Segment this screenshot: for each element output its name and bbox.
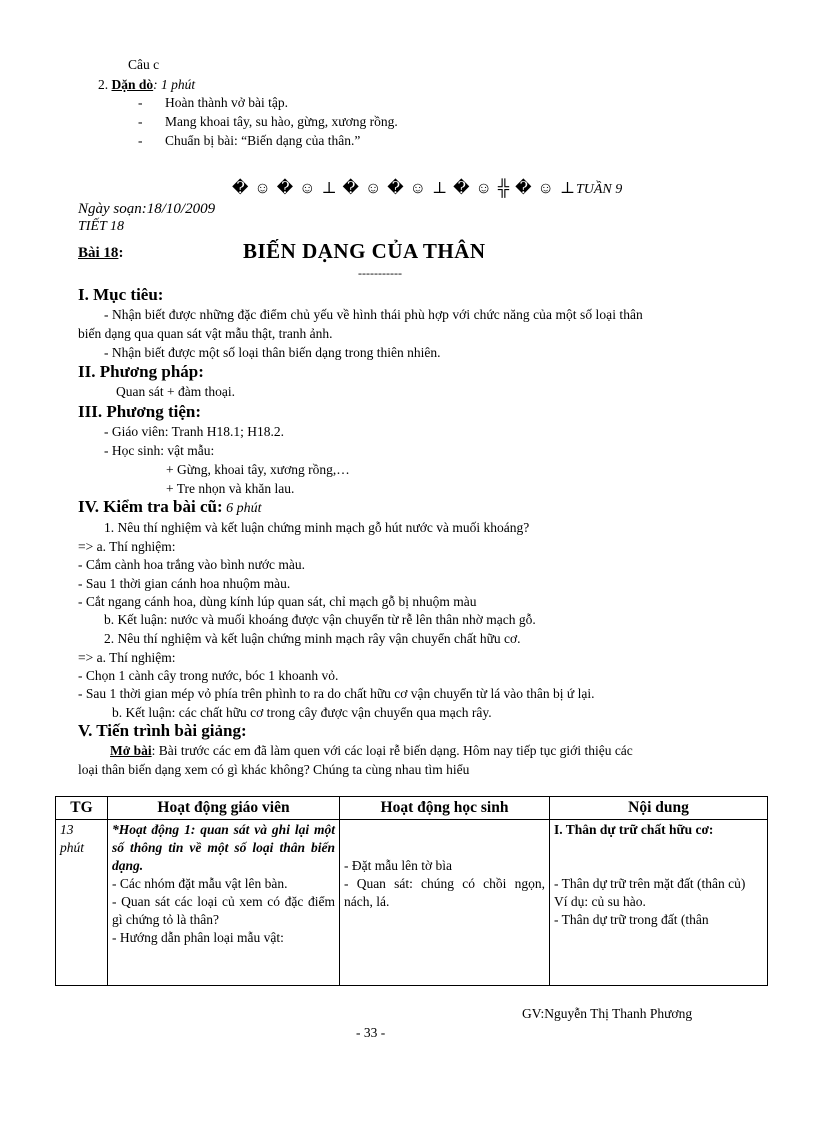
question-2-arrow: => a. Thí nghiệm: [78, 650, 176, 665]
dan-do-item: - Mang khoai tây, su hào, gừng, xương rồng. [165, 114, 398, 130]
tuan-label: TUẦN 9 [575, 182, 623, 197]
question-2-line: - Sau 1 thời gian mép vỏ phía trên phình to ra do chất hữu cơ vận chuyển từ lá vào thân bị ứ lại. [78, 686, 595, 701]
hs-line: - Quan sát: chúng có chồi ngọn, nách, lá. [344, 876, 545, 909]
bai-label: Bài 18 [78, 245, 119, 261]
question-1-line: - Cắt ngang cánh hoa, dùng kính lúp quan sát, chỉ mạch gỗ bị nhuộm màu [78, 594, 477, 609]
mo-bai-label: Mở bài [110, 743, 152, 758]
gv-activity-title: *Hoạt động 1: quan sát và ghi lại một số thông tin về một số loại thân biến dạng. [112, 822, 335, 873]
title-rule: ----------- [358, 266, 402, 280]
tg-unit: phút [60, 840, 85, 855]
section-3-hs: - Học sinh: vật mẫu: [104, 443, 215, 458]
question-2-line: - Chọn 1 cành cây trong nước, bóc 1 khoanh vỏ. [78, 668, 339, 683]
ngay-soan: Ngày soạn:18/10/2009 [78, 201, 216, 217]
nd-spacer [554, 839, 763, 875]
nd-title: I. Thân dự trữ chất hữu cơ: [554, 822, 714, 837]
question-1-arrow: => a. Thí nghiệm: [78, 539, 176, 554]
section-3-hs-item: + Gừng, khoai tây, xương rồng,… [166, 462, 350, 477]
dan-do-line [98, 77, 195, 93]
hs-cell [340, 820, 550, 986]
table-header-row [56, 797, 768, 820]
tiet: TIẾT 18 [78, 219, 125, 234]
mo-bai-text: : Bài trước các em đã làm quen với các loại rễ biến dạng. Hôm nay tiếp tục giới thiệu các [151, 743, 633, 758]
mo-bai-line1 [110, 743, 633, 759]
dan-do-item: - Hoàn thành vở bài tập. [165, 95, 288, 111]
section-1-heading: I. Mục tiêu: [78, 285, 164, 304]
bai-colon: : [118, 245, 124, 261]
table-row [56, 820, 768, 986]
dan-do-label: Dặn dò [111, 77, 154, 92]
question-1: 1. Nêu thí nghiệm và kết luận chứng minh mạch gỗ hút nước và muối khoáng? [104, 520, 530, 535]
nd-line: - Thân dự trữ trong đất (thân [554, 912, 709, 927]
nd-line: Ví dụ: củ su hào. [554, 894, 646, 909]
separator-symbols: � ☺ � ☺ ⊥ � ☺ � ☺ ⊥ � ☺ ╬ � ☺ ⊥ [232, 180, 576, 197]
section-4-heading-line [78, 497, 262, 517]
page-title: BIẾN DẠNG CỦA THÂN [243, 239, 486, 263]
nd-line: - Thân dự trữ trên mặt đất (thân củ) [554, 876, 746, 891]
dan-do-time: : 1 phút [153, 77, 196, 92]
question-1-line: - Cắm cành hoa trắng vào bình nước màu. [78, 557, 306, 572]
table-header: TG [56, 797, 108, 820]
section-1-p1-line1: - Nhận biết được những đặc điểm chủ yếu về hình thái phù hợp với chức năng của một số loại thân [104, 307, 643, 322]
section-3-heading: III. Phương tiện: [78, 402, 202, 421]
hs-line: - Đặt mẫu lên tờ bìa [344, 858, 452, 873]
question-2-conclusion: b. Kết luận: các chất hữu cơ trong cây được vận chuyển qua mạch rây. [112, 705, 492, 720]
cau-c: Câu c [128, 57, 160, 72]
dan-do-item: - Chuẩn bị bài: “Biến dạng của thân.” [165, 133, 360, 149]
section-3-gv: - Giáo viên: Tranh H18.1; H18.2. [104, 424, 284, 439]
tg-cell [56, 820, 108, 986]
lesson-table [55, 796, 768, 986]
section-1-p1-line2: biến dạng qua quan sát vật mẫu thật, tranh ảnh. [78, 326, 333, 341]
nd-cell [550, 820, 768, 986]
section-3-hs-item: + Tre nhọn và khăn lau. [166, 481, 295, 496]
question-1-conclusion: b. Kết luận: nước và muối khoáng được vận chuyển từ rễ lên thân nhờ mạch gỗ. [104, 612, 536, 627]
gv-line: - Hướng dẫn phân loại mẫu vật: [112, 930, 284, 945]
section-2-heading: II. Phương pháp: [78, 362, 204, 381]
table-header: Hoạt động giáo viên [108, 797, 340, 820]
section-4-time: 6 phút [222, 501, 262, 516]
tg-value: 13 [60, 822, 74, 837]
table-header: Hoạt động học sinh [340, 797, 550, 820]
section-4-heading: IV. Kiểm tra bài cũ: [78, 497, 223, 516]
dan-do-number: 2. [98, 77, 109, 92]
section-2-text: Quan sát + đàm thoại. [116, 384, 235, 399]
gv-line: - Các nhóm đặt mẫu vật lên bàn. [112, 876, 288, 891]
bai-label-line [78, 245, 123, 262]
gv-line: - Quan sát các loại củ xem có đặc điểm gì chứng tỏ là thân? [112, 894, 335, 927]
page-number: - 33 - [356, 1025, 386, 1040]
section-5-heading: V. Tiến trình bài giảng: [78, 721, 247, 740]
question-1-line: - Sau 1 thời gian cánh hoa nhuộm màu. [78, 576, 291, 591]
table-header: Nội dung [550, 797, 768, 820]
section-1-p2: - Nhận biết được một số loại thân biến dạng trong thiên nhiên. [104, 345, 441, 360]
question-2: 2. Nêu thí nghiệm và kết luận chứng minh mạch rây vận chuyển chất hữu cơ. [104, 631, 521, 646]
author: GV:Nguyễn Thị Thanh Phương [522, 1006, 693, 1021]
mo-bai-line2: loại thân biến dạng xem có gì khác không? Chúng ta cùng nhau tìm hiểu [78, 762, 470, 777]
gv-cell [108, 820, 340, 986]
separator-row [232, 178, 622, 198]
